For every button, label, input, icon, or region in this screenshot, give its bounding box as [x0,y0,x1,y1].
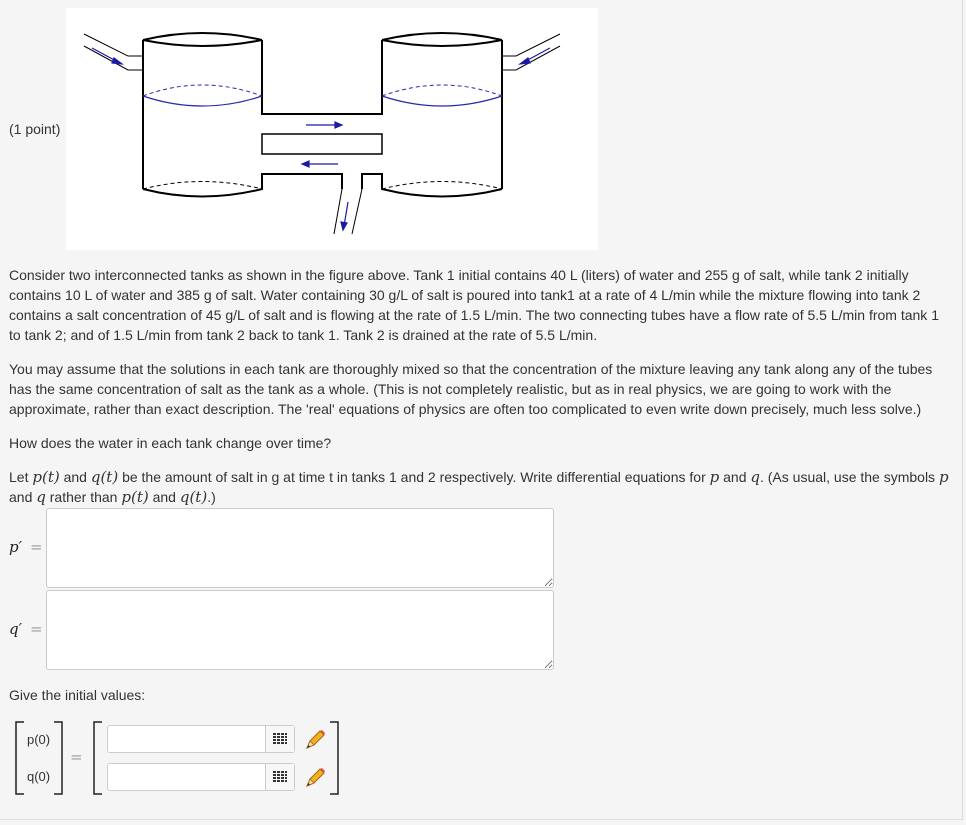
equation-editor-button[interactable] [265,726,294,752]
q0-value-input[interactable] [107,763,295,791]
problem-paragraph-2: You may assume that the solutions in each tank are thoroughly mixed so that the concentration of the mixture leaving any tank along any of the tubes has the same concentration of salt as the tank as a whole. (This is not completely realistic, but as in real physics, we are going to work with the approximate, rather than exact description. The 'real' equations of physics are often too complicated to even write down precisely, much less solve.) [9,361,933,417]
p0-label: p(0) [27,732,51,747]
math-q-of-t: q(t) [179,488,208,506]
math-q-of-t: q(t) [90,468,119,486]
math-q: q [36,488,46,506]
right-bracket-close [328,721,340,795]
tanks-figure [66,8,598,250]
p-prime-answer-input[interactable] [46,508,554,588]
q-prime-answer-input[interactable] [46,590,554,670]
grid-icon [273,771,287,783]
math-q: q [750,468,760,486]
p0-value-input[interactable] [107,725,295,753]
left-bracket-close [52,721,64,795]
p-prime-label: p′ = [9,538,43,556]
q0-label: q(0) [27,769,51,784]
math-p-of-t: p(t) [121,488,149,506]
problem-paragraph-1: Consider two interconnected tanks as shown in the figure above. Tank 1 initial contains 40 L (liters) of water and 255 g of salt, while tank 2 initially contains 10 L of water and 385 g of salt. Water containing 30 g/L of salt is poured into tank1 at a rate of 4 L/min while the mixture flowing into tank 2 contains a salt concentration of 45 g/L of salt and is flowing at the rate of 1.5 L/min. The two connecting tubes have a flow rate of 5.5 L/min from tank 1 to tank 2; and of 1.5 L/min from tank 2 back to tank 1. Tank 2 is drained at the rate of 5.5 L/min. [9,267,939,343]
math-p-of-t: p(t) [32,468,60,486]
equation-editor-button[interactable] [265,764,294,790]
math-p: p [938,468,949,486]
left-bracket-open [14,721,26,795]
matrix-equals-sign: = [70,748,83,766]
right-bracket-open [92,721,104,795]
grid-icon [273,733,287,745]
pencil-icon[interactable] [304,729,326,751]
math-p: p [709,468,720,486]
initial-values-label: Give the initial values: [9,687,146,703]
problem-question: How does the water in each tank change over time? [9,435,332,451]
q-prime-label: q′ = [9,620,43,638]
problem-instructions: Let p(t) and q(t) be the amount of salt in g at time t in tanks 1 and 2 respectively. Write differential equations for p and q. (As usual, use the symbols p and q rather than p(t) and q(t).) [9,468,949,506]
pencil-icon[interactable] [304,767,326,789]
points-label: (1 point) [9,121,61,137]
